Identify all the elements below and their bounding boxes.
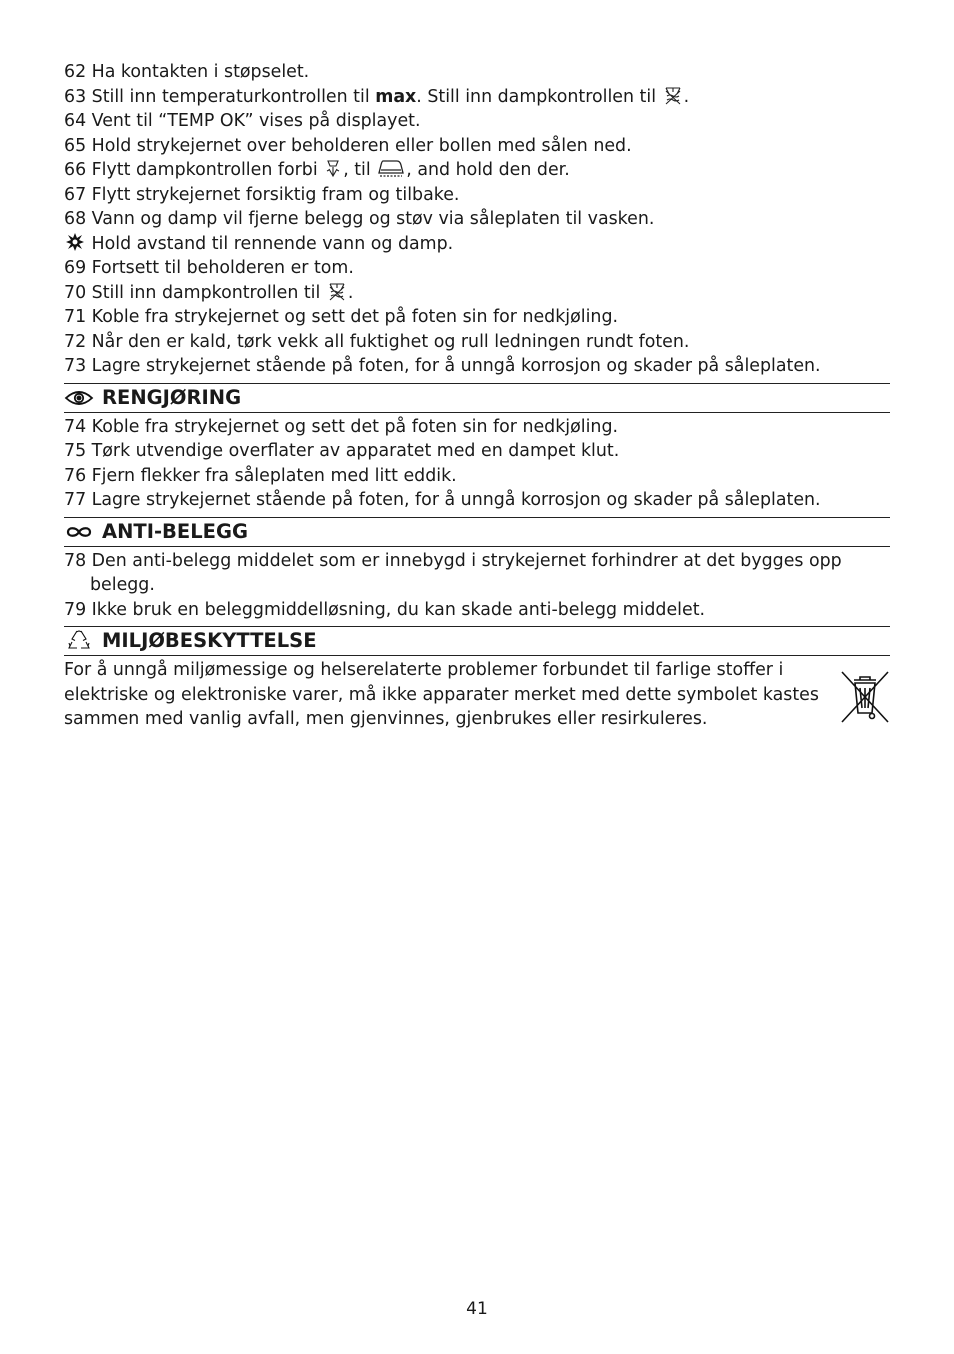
step-69: 69 Fortsett til beholderen er tom.: [64, 258, 354, 278]
steam-shot-icon: [324, 158, 342, 186]
section-heading-environment: MILJØBESKYTTELSE: [64, 626, 890, 656]
page-number: 41: [466, 1299, 488, 1319]
step-75: 75 Tørk utvendige overflater av apparatet med en dampet klut.: [64, 441, 620, 461]
step-64: 64 Vent til “TEMP OK” vises på displayet.: [64, 111, 421, 131]
step-65: 65 Hold strykejernet over beholderen eller bollen med sålen ned.: [64, 135, 632, 156]
step-67: 67 Flytt strykejernet forsiktig fram og tilbake.: [64, 184, 460, 205]
step-73: 73 Lagre strykejernet stående på foten, for å unngå korrosjon og skader på såleplaten.: [64, 356, 821, 376]
step-66: 66 Flytt dampkontrollen forbi , til , and hold den der.: [64, 158, 890, 183]
step-70: 70 Still inn dampkontrollen til .: [64, 281, 890, 306]
step-63: 63 Still inn temperaturkontrollen til max. Still inn dampkontrollen til .: [64, 85, 890, 110]
max-label: max: [375, 86, 417, 107]
recycle-icon: [64, 629, 94, 659]
warning-line: Hold avstand til rennende vann og damp.: [64, 232, 890, 257]
iron-soleplate-icon: [377, 158, 405, 186]
step-74: 74 Koble fra strykejernet og sett det på foten sin for nedkjøling.: [64, 416, 619, 437]
crossed-out-wheelie-bin-icon: [840, 670, 890, 732]
document-page: [64, 60, 890, 732]
eye-icon: [64, 388, 94, 416]
step-71: 71 Koble fra strykejernet og sett det på foten sin for nedkjøling.: [64, 307, 619, 327]
environment-text-block: [64, 658, 890, 732]
step-72: 72 Når den er kald, tørk vekk all fuktighet og rull ledningen rundt foten.: [64, 331, 690, 352]
section-heading-anti-scale: ANTI-BELEGG: [64, 517, 890, 547]
step-79: 79 Ikke bruk en beleggmiddelløsning, du kan skade anti-belegg middelet.: [64, 599, 706, 620]
steam-off-icon: [327, 281, 347, 309]
step-77: 77 Lagre strykejernet stående på foten, for å unngå korrosjon og skader på såleplaten.: [64, 490, 821, 510]
infinity-icon: [64, 522, 94, 550]
warning-star-icon: [65, 232, 85, 260]
section-heading-cleaning: RENGJØRING: [64, 383, 890, 413]
environment-text: For å unngå miljømessige og helserelaterte problemer forbundet til farlige stoffer i elektriske og elektroniske varer, må ikke apparater merket med dette symbolet kastes sammen med vanlig avfall, men gjenvinnes, gjenbrukes eller resirkuleres.: [64, 660, 819, 729]
step-68: 68 Vann og damp vil fjerne belegg og støv via såleplaten til vasken.: [64, 209, 655, 229]
steam-off-icon: [663, 85, 683, 113]
step-78: 78 Den anti-belegg middelet som er innebygd i strykejernet forhindrer at det bygges opp belegg.: [64, 550, 842, 595]
step-76: 76 Fjern flekker fra såleplaten med litt eddik.: [64, 465, 457, 486]
step-62: 62 Ha kontakten i støpselet.: [64, 62, 310, 82]
